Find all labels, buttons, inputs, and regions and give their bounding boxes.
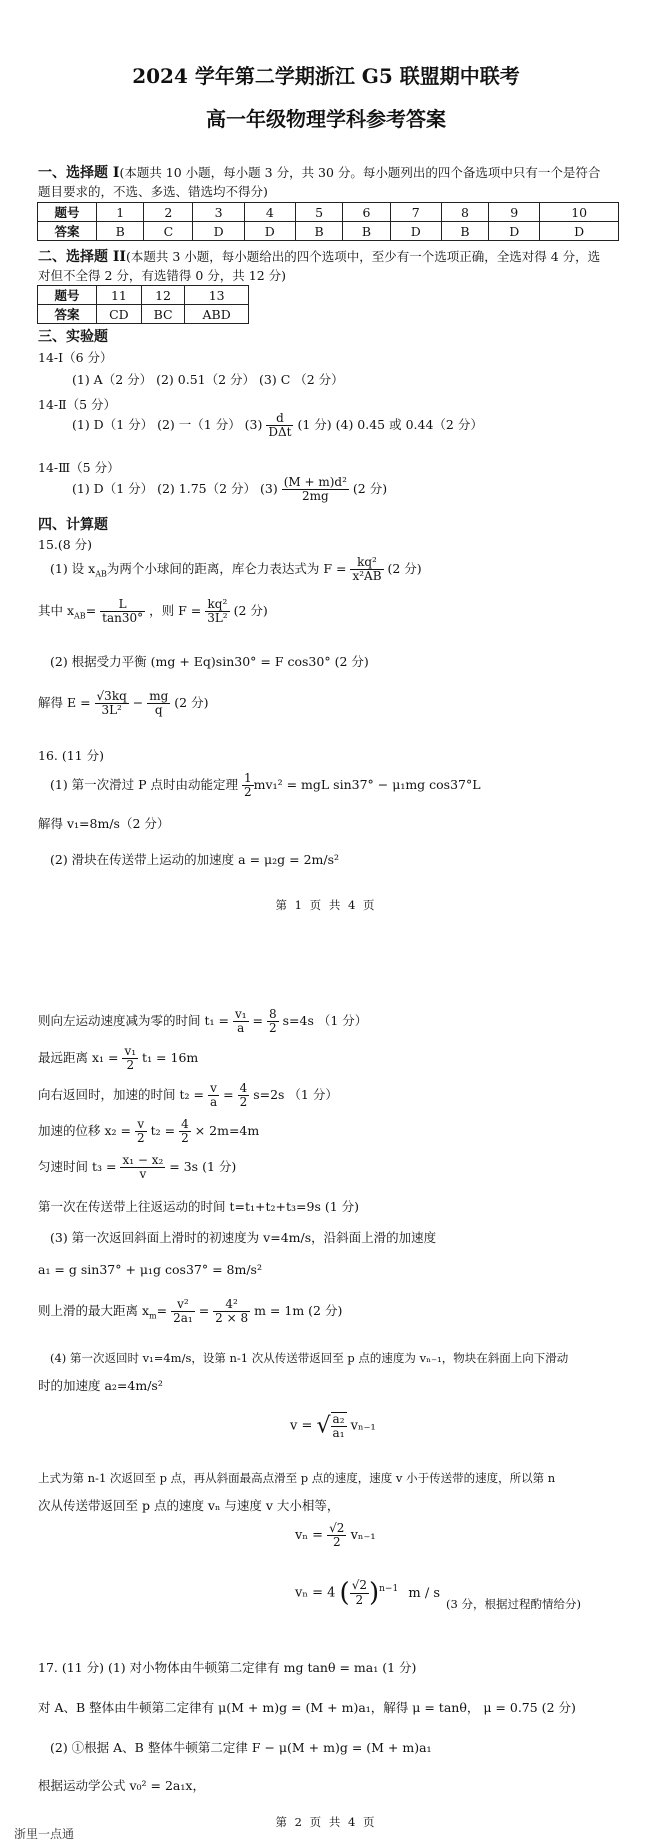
frac-num: v² — [171, 1298, 195, 1312]
table-cell: 8 — [441, 203, 488, 222]
text: 最远距离 x₁ = — [38, 1050, 119, 1066]
section4-heading: 四、计算题 — [38, 517, 108, 533]
text: v = — [290, 1418, 313, 1434]
text: 为两个小球间的距离，库仑力表达式为 F = — [106, 561, 347, 577]
q14-2-answers — [72, 412, 483, 439]
frac-num: 4 — [239, 1081, 248, 1095]
q16-line16: 次从传送带返回至 p 点的速度 vₙ 与速度 v 大小相等， — [38, 1498, 340, 1513]
frac-den: 2 — [136, 1131, 145, 1146]
frac-den: 2 — [355, 1592, 364, 1607]
table-cell: 6 — [343, 203, 390, 222]
fraction — [238, 1082, 250, 1109]
subscript: m — [149, 1311, 157, 1321]
exam-title: 2024 学年第二学期浙江 G5 联盟期中联考 — [132, 64, 520, 88]
subscript: AB — [74, 611, 86, 621]
table-cell: C — [144, 222, 193, 241]
section2-desc-text: (本题共 3 小题，每小题给出的四个选项中，至少有一个选项正确，全选对得 4 分，选 — [125, 249, 601, 264]
q16-line8 — [38, 1154, 236, 1181]
text: 解得 E = — [38, 695, 91, 711]
table-cell: B — [343, 222, 390, 241]
fraction — [120, 1154, 165, 1181]
frac-den: v — [139, 1167, 147, 1182]
table-cell: B — [441, 222, 488, 241]
text: mv₁² = mgL sin37° − μ₁mg cos37°L — [253, 777, 481, 793]
text: 匀速时间 t₃ = — [38, 1159, 117, 1175]
table-cell: 3 — [193, 203, 244, 222]
q16-line3: (2) 滑块在传送带上运动的加速度 a = μ₂g = 2m/s² — [50, 852, 340, 867]
fraction — [267, 1008, 279, 1035]
table-cell: D — [489, 222, 540, 241]
table-cell: B — [97, 222, 144, 241]
frac-num: x₁ − x₂ — [122, 1153, 164, 1167]
frac-den: tan30° — [102, 611, 144, 626]
q14-3-fraction — [282, 476, 349, 503]
text: − — [132, 695, 144, 711]
q16-equation2 — [295, 1522, 376, 1549]
frac-den: DΔt — [268, 425, 292, 440]
row-label-number: 题号 — [38, 203, 97, 222]
q16-equation1 — [290, 1412, 376, 1440]
frac-den: a — [237, 1021, 245, 1036]
q14-1-head: 14-Ⅰ（6 分） — [38, 350, 113, 365]
q16-line13: (4) 第一次返回时 v₁=4m/s，设第 n-1 次从传送带返回至 p 点的速度为 vₙ₋₁，物块在斜面上向下滑动 — [50, 1351, 569, 1365]
text: (2 分) — [233, 603, 268, 619]
frac-den: 2 — [269, 1021, 277, 1036]
q17-line4: 根据运动学公式 v₀² = 2a₁x， — [38, 1778, 205, 1793]
frac-den: a — [209, 1095, 218, 1110]
q17-line2: 对 A、B 整体由牛顿第二定律有 μ(M + m)g = (M + m)a₁，解得 μ = tanθ， μ = 0.75 (2 分) — [38, 1700, 576, 1715]
text: = — [223, 1087, 234, 1103]
frac-num: kq² — [350, 556, 383, 570]
frac-num: 1 — [244, 771, 252, 785]
frac-den: 2 — [239, 1095, 248, 1110]
text: 加速的位移 x₂ = — [38, 1123, 131, 1139]
text: t₁ = 16m — [142, 1050, 199, 1066]
row-label-answer: 答案 — [38, 305, 97, 324]
fraction — [95, 690, 129, 717]
q16-line9: 第一次在传送带上往返运动的时间 t=t₁+t₂+t₃=9s (1 分) — [38, 1199, 360, 1214]
table-cell: D — [193, 222, 244, 241]
frac-den: 3L² — [101, 703, 122, 718]
q14-2-text-a: (1) D（1 分） (2) 一（1 分） (3) — [72, 417, 263, 433]
fraction — [100, 598, 145, 625]
q15-line3: (2) 根据受力平衡 (mg + Eq)sin30° = F cos30° (2 分) — [50, 654, 369, 669]
frac-den: 2 — [244, 785, 252, 800]
fraction — [171, 1298, 195, 1325]
q16-line6 — [38, 1082, 338, 1109]
frac-num: mg — [149, 689, 169, 703]
q16-line5 — [38, 1045, 198, 1072]
table-cell: 13 — [185, 286, 249, 305]
answer-key-title: 高一年级物理学科参考答案 — [206, 107, 446, 131]
text: = — [252, 1013, 264, 1029]
fraction — [122, 1045, 138, 1072]
text: (2 分) — [387, 561, 422, 577]
fraction — [350, 1579, 369, 1606]
table-cell: D — [390, 222, 441, 241]
frac-num: v — [135, 1118, 147, 1132]
fraction — [242, 772, 254, 799]
table-cell: D — [540, 222, 619, 241]
table-cell: 2 — [144, 203, 193, 222]
fraction — [208, 1082, 219, 1109]
coulomb-fraction — [350, 556, 383, 583]
table-cell: 5 — [295, 203, 342, 222]
text: vₙ = 4 — [295, 1585, 336, 1601]
table-cell: 1 — [97, 203, 144, 222]
section2-desc-line2: 对但不全得 2 分，有选错得 0 分，共 12 分) — [38, 268, 287, 283]
q16-line4 — [38, 1008, 367, 1035]
section3-heading: 三、实验题 — [38, 329, 108, 345]
q14-3-answers — [72, 476, 387, 503]
text: 其中 x — [38, 603, 75, 619]
frac-den: 2 — [126, 1058, 135, 1073]
q17-line1: 17. (11 分) (1) 对小物体由牛顿第二定律有 mg tanθ = ma₁ (1 分) — [38, 1660, 417, 1675]
text: 则上滑的最大距离 x — [38, 1303, 150, 1319]
frac-den: q — [154, 703, 163, 718]
table-cell: 7 — [390, 203, 441, 222]
q14-3-text-b: (2 分) — [352, 481, 388, 497]
row-label-answer: 答案 — [38, 222, 97, 241]
q16-line1 — [50, 772, 481, 799]
frac-num: √2 — [329, 1521, 345, 1535]
text: ，则 F = — [149, 603, 202, 619]
section1-heading: 一、选择题 I — [38, 165, 120, 181]
q16-equation3-score: (3 分，根据过程酌情给分) — [446, 1597, 581, 1611]
frac-num: kq² — [205, 598, 229, 612]
frac-den: 2 — [332, 1535, 341, 1550]
q16-line2: 解得 v₁=8m/s（2 分） — [38, 816, 170, 831]
section2-answer-table — [37, 285, 249, 324]
text: vₙ = — [295, 1528, 323, 1544]
q16-equation3 — [295, 1578, 440, 1608]
table-row-numbers — [38, 203, 619, 222]
sqrt-symbol: √ — [316, 1413, 331, 1439]
table-cell: B — [295, 222, 342, 241]
exponent: n−1 — [379, 1584, 399, 1595]
section1-desc-line1 — [38, 162, 600, 182]
frac-num: v₁ — [124, 1044, 137, 1058]
frac-num: √3kq — [96, 689, 127, 703]
q16-line7 — [38, 1118, 259, 1145]
section2-heading: 二、选择题 II — [38, 249, 126, 265]
frac-den: 2a₁ — [173, 1311, 193, 1326]
frac-den: 2 × 8 — [215, 1311, 249, 1326]
paren-close: ) — [368, 1578, 380, 1608]
fraction — [135, 1118, 147, 1145]
table-cell: 9 — [489, 203, 540, 222]
fraction — [233, 1008, 249, 1035]
text: 向右返回时，加速的时间 t₂ = — [38, 1087, 204, 1103]
frac-num: a₂ — [332, 1412, 345, 1426]
q15-line2 — [38, 598, 268, 625]
frac-num: √2 — [351, 1578, 367, 1593]
frac-den: 2mg — [301, 489, 329, 504]
text: (2 分) — [174, 695, 209, 711]
table-cell: ABD — [185, 305, 249, 324]
frac-num: 8 — [269, 1007, 277, 1021]
q16-head: 16. (11 分) — [38, 748, 104, 763]
fraction — [205, 598, 229, 625]
q17-line3: (2) ①根据 A、B 整体牛顿第二定律 F − μ(M + m)g = (M + m)a₁ — [50, 1740, 432, 1755]
q14-2-head: 14-Ⅱ（5 分） — [38, 397, 117, 412]
table-cell: 4 — [244, 203, 295, 222]
fraction — [213, 1298, 250, 1325]
text: vₙ₋₁ — [350, 1528, 376, 1544]
table-row-answers — [38, 222, 619, 241]
page-footer-1: 第 1 页 共 4 页 — [275, 898, 377, 912]
q15-head: 15.(8 分) — [38, 537, 93, 552]
page-footer-2: 第 2 页 共 4 页 — [275, 1815, 377, 1829]
q15-line1 — [50, 556, 422, 583]
paren-open: ( — [339, 1578, 350, 1608]
section1-answer-table — [37, 202, 619, 241]
table-cell: BC — [141, 305, 185, 324]
text: = — [198, 1303, 210, 1319]
frac-den: 2 — [181, 1131, 189, 1146]
section1-desc-text: (本题共 10 小题，每小题 3 分，共 30 分。每小题列出的四个备选项中只有一个是符合 — [119, 165, 601, 180]
frac-num: 4 — [181, 1117, 189, 1131]
q16-line14: 时的加速度 a₂=4m/s² — [38, 1378, 163, 1393]
subscript: AB — [95, 569, 107, 579]
table-row-answers — [38, 305, 249, 324]
q15-line4 — [38, 690, 208, 717]
q16-line15: 上式为第 n-1 次返回至 p 点，再从斜面最高点滑至 p 点的速度，速度 v 小于传送带的速度，所以第 n — [38, 1471, 556, 1485]
q14-3-text-a: (1) D（1 分） (2) 1.75（2 分） (3) — [72, 481, 278, 497]
table-cell: CD — [97, 305, 142, 324]
text: s=4s （1 分） — [282, 1013, 368, 1029]
text: m = 1m (2 分) — [254, 1303, 343, 1319]
fraction — [327, 1522, 346, 1549]
q16-line10: (3) 第一次返回斜面上滑时的初速度为 v=4m/s，沿斜面上滑的加速度 — [50, 1230, 437, 1245]
q14-2-fraction — [266, 412, 293, 439]
frac-num: 4² — [213, 1298, 250, 1312]
table-cell: D — [244, 222, 295, 241]
q16-line12 — [38, 1298, 342, 1325]
q14-2-text-b: (1 分) (4) 0.45 或 0.44（2 分） — [297, 417, 483, 433]
q14-3-head: 14-Ⅲ（5 分） — [38, 460, 120, 475]
fraction — [147, 690, 170, 717]
text: 则向左运动速度减为零的时间 t₁ = — [38, 1013, 229, 1029]
text: = 3s (1 分) — [169, 1159, 237, 1175]
text: (1) 第一次滑过 P 点时由动能定理 — [50, 777, 239, 793]
frac-den: x²AB — [352, 569, 382, 584]
frac-num: d — [266, 412, 293, 426]
section1-desc-line2: 题目要求的，不选、多选、错选均不得分) — [38, 184, 268, 199]
text: t₂ = — [150, 1123, 176, 1139]
text: = — [156, 1303, 168, 1319]
table-cell: 11 — [97, 286, 142, 305]
unit: m / s — [408, 1585, 441, 1601]
fraction — [179, 1118, 191, 1145]
frac-num: (M + m)d² — [283, 475, 347, 489]
q16-line11: a₁ = g sin37° + μ₁g cos37° = 8m/s² — [38, 1262, 262, 1277]
text: = — [85, 603, 97, 619]
fraction — [331, 1412, 347, 1440]
frac-den: a₁ — [332, 1426, 345, 1441]
table-row-numbers — [38, 286, 249, 305]
text: (1) 设 x — [50, 561, 96, 577]
frac-den: 3L² — [207, 611, 228, 626]
frac-num: L — [100, 598, 145, 612]
frac-num: v — [208, 1082, 219, 1096]
text: vₙ₋₁ — [350, 1418, 376, 1434]
section2-desc-line1 — [38, 246, 600, 266]
table-cell: 10 — [540, 203, 619, 222]
frac-num: v₁ — [234, 1007, 247, 1021]
table-cell: 12 — [141, 286, 185, 305]
row-label-number: 题号 — [38, 286, 97, 305]
text: × 2m=4m — [194, 1123, 260, 1139]
q14-1-answers: (1) A（2 分） (2) 0.51（2 分） (3) C （2 分） — [72, 372, 344, 387]
text: s=2s （1 分） — [253, 1087, 338, 1103]
watermark-logo: 浙里一点通 — [14, 1827, 75, 1841]
